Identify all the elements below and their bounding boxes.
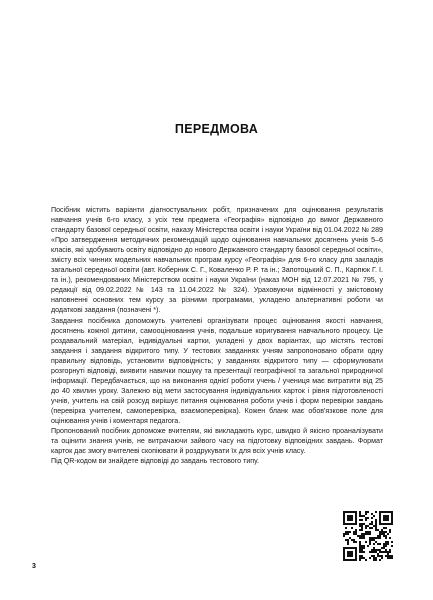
paragraph-intro: Посібник містить варіанти діагностувальних робіт, призначених для оцінювання результатів навчання учнів 6-го класу, з усіх тем предмета «Географія» відповідно до вимог Державного стандарту базової середньої освіти, наказу Міністерства освіти і науки України від 01.04.2022 № 289 «Про затвердження методичних рекомендацій щодо оцінювання навчальних досягнень учнів 5–6 класів, які здобувають освіту відповідно до нового Державного стандарту базової середньої освіти», змісту всіх чинних модельних навчальних програм курсу «Географія» для 6-го класу для закладів загальної середньої освіти (авт. Коберник С. Г., Коваленко Р. Р. та ін.; Запотоцький С. П., Карпюк Г. І. та ін.), рекомендованих Міністерством освіти і науки України (наказ МОН від 12.07.2021 № 795, у редакції від 09.02.2022 № 143 та 11.04.2022 № 324). Ураховуючи відмінності у змістовому наповненні основних тем курсу за різними програмами, укладено альтернативні роботи чи додаткові завдання (позначені *). bbox=[51, 206, 383, 315]
paragraph-purpose: Пропонований посібник допоможе вчителям, які викладають курс, швидко й якісно проаналізувати та оцінити знання учнів, не витрачаючи зайвого часу на підготовку відповідних завдань. Формат карток дає змогу вчителеві скопіювати й роздрукувати їх для всіх учнів класу. bbox=[51, 427, 383, 456]
body-text bbox=[51, 205, 383, 466]
qr-code-icon bbox=[343, 511, 393, 561]
page-title: ПЕРЕДМОВА bbox=[174, 122, 259, 136]
paragraph-tasks: Завдання посібника допоможуть учителеві організувати процес оцінювання якості навчання, досягнень кожної дитини, самооцінювання учнів, подальше коригування навчального процесу. Це роздавальний матеріал, індивідуальні картки, укладені у двох варіантах, що містять тестові завдання і завдання відкритого типу. У тестових завданнях учням запропоновано обрати одну правильну відповідь, установити відповідність; у завданнях відкритого типу — сформулювати розгорнуті відповіді, виявити навички пошуку та презентації географічної та загальної природничої інформації. Передбачається, що на виконання однієї роботи учень / учениця має витратити від 25 до 40 хвилин уроку. Залежно від мети застосування індивідуальних карток і рівня підготовленості учнів, учитель на свій розсуд вирішує питання оцінювання роботи учнів і форм перевірки завдань (перевірка учителем, самоперевірка, взаємоперевірка). Кожен бланк має обов'язкове поле для оцінювання учнів і коментаря педагога. bbox=[51, 316, 383, 425]
page-number: 3 bbox=[32, 563, 36, 570]
paragraph-qr-note: Під QR-кодом ви знайдете відповіді до завдань тестового типу. bbox=[51, 457, 259, 466]
